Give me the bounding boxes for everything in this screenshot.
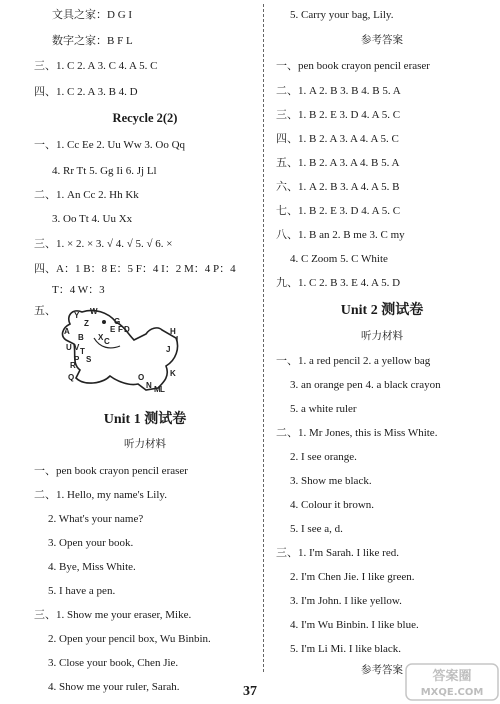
text-line: 3. Show me black. <box>290 475 372 487</box>
figure-letter: S <box>86 355 92 364</box>
figure-letter: D <box>124 325 130 334</box>
figure-letter: T <box>80 347 85 356</box>
figure-letter: N <box>146 381 152 390</box>
text-line: 一、pen book crayon pencil eraser <box>276 60 430 72</box>
figure-letter: M <box>154 385 161 394</box>
text-line: 四、1. B 2. A 3. A 4. A 5. C <box>276 133 399 145</box>
text-line: 2. I see orange. <box>290 451 357 463</box>
text-line: 六、1. A 2. B 3. A 4. A 5. B <box>276 181 400 193</box>
text-line: 5. a white ruler <box>290 403 357 415</box>
text-line: 七、1. B 2. E 3. D 4. A 5. C <box>276 205 401 217</box>
figure-letter: K <box>170 369 176 378</box>
figure-letter: H <box>170 327 176 336</box>
figure-letter: F <box>118 325 123 334</box>
text-line: 四、A：1 B：8 E：5 F：4 I：2 M：4 P：4 <box>34 263 236 275</box>
text-line: 数字之家：B F L <box>52 35 133 47</box>
page-number: 37 <box>243 684 257 699</box>
text-line: 五、 <box>34 305 56 317</box>
figure-letter: Q <box>68 373 75 382</box>
figure-letter: X <box>98 333 104 342</box>
text-line: 4. Show me your ruler, Sarah. <box>48 681 180 693</box>
text-line: 3. an orange pen 4. a black crayon <box>290 379 441 391</box>
figure-letter: W <box>90 307 98 316</box>
figure-letter: C <box>104 337 110 346</box>
figure-letter: A <box>64 327 70 336</box>
figure-letter: P <box>74 355 80 364</box>
section-heading-recycle: Recycle 2(2) <box>112 111 178 125</box>
text-line: 三、1. C 2. A 3. C 4. A 5. C <box>34 60 158 72</box>
figure-letter: O <box>138 373 145 382</box>
svg-text:答案圈: 答案圈 <box>432 669 472 684</box>
text-line: 一、pen book crayon pencil eraser <box>34 465 188 477</box>
text-line: 八、1. B an 2. B me 3. C my <box>276 229 405 241</box>
text-line: 二、1. Mr Jones, this is Miss White. <box>276 427 438 439</box>
section-heading-unit1: Unit 1 测试卷 <box>103 412 187 427</box>
text-line: 三、1. Show me your eraser, Mike. <box>34 609 192 621</box>
text-line: 五、1. B 2. A 3. A 4. B 5. A <box>276 157 400 169</box>
text-line: 5. I see a, d. <box>290 523 343 535</box>
svg-text:MXQE.COM: MXQE.COM <box>420 687 484 698</box>
figure-letter: E <box>110 325 116 334</box>
text-line: 4. C Zoom 5. C White <box>290 253 388 265</box>
text-line: 二、1. A 2. B 3. B 4. B 5. A <box>276 85 401 97</box>
figure-letter: Z <box>84 319 89 328</box>
text-line: 4. Bye, Miss White. <box>48 561 136 573</box>
text-line: 三、1. B 2. E 3. D 4. A 5. C <box>276 109 401 121</box>
figure-letter: V <box>74 343 80 352</box>
subheading: 参考答案 <box>361 35 403 46</box>
text-line: 4. Colour it brown. <box>290 499 375 511</box>
text-line: 5. Carry your bag, Lily. <box>290 9 394 21</box>
text-line: 四、1. C 2. A 3. B 4. D <box>34 86 138 98</box>
subheading: 听力材料 <box>124 439 166 450</box>
figure-letter: R <box>70 361 76 370</box>
text-line: 3. Open your book. <box>48 537 134 549</box>
section-heading-unit2: Unit 2 测试卷 <box>340 303 424 318</box>
text-line: 九、1. C 2. B 3. E 4. A 5. D <box>276 277 401 289</box>
figure-letter: J <box>166 345 171 354</box>
text-line: 2. I'm Chen Jie. I like green. <box>290 571 415 583</box>
subheading: 参考答案 <box>361 665 403 676</box>
text-line: 二、1. Hello, my name's Lily. <box>34 489 167 501</box>
dog-letter-trace-figure <box>54 304 214 394</box>
figure-letter: L <box>160 385 165 394</box>
text-line: 二、1. An Cc 2. Hh Kk <box>34 189 139 201</box>
subheading: 听力材料 <box>361 331 403 342</box>
text-line: T：4 W：3 <box>52 284 105 296</box>
text-line: 5. I'm Li Mi. I like black. <box>290 643 402 655</box>
text-line: 一、1. Cc Ee 2. Uu Ww 3. Oo Qq <box>34 139 186 151</box>
figure-letter: U <box>66 343 72 352</box>
text-line: 2. What's your name? <box>48 513 144 525</box>
figure-letter: B <box>78 333 84 342</box>
text-line: 3. I'm John. I like yellow. <box>290 595 402 607</box>
figure-letter: I <box>176 335 179 344</box>
watermark-logo <box>404 662 500 702</box>
figure-letter: G <box>114 317 121 326</box>
text-line: 3. Oo Tt 4. Uu Xx <box>52 213 133 225</box>
text-line: 文具之家：D G I <box>52 9 133 21</box>
text-line: 5. I have a pen. <box>48 585 116 597</box>
text-line: 2. Open your pencil box, Wu Binbin. <box>48 633 211 645</box>
text-line: 三、1. × 2. × 3. √ 4. √ 5. √ 6. × <box>34 238 173 250</box>
figure-letter: Y <box>74 311 80 320</box>
text-line: 三、1. I'm Sarah. I like red. <box>276 547 399 559</box>
text-line: 一、1. a red pencil 2. a yellow bag <box>276 355 431 367</box>
text-line: 3. Close your book, Chen Jie. <box>48 657 179 669</box>
column-divider <box>263 4 264 672</box>
text-line: 4. Rr Tt 5. Gg Ii 6. Jj Ll <box>52 165 157 177</box>
text-line: 4. I'm Wu Binbin. I like blue. <box>290 619 419 631</box>
